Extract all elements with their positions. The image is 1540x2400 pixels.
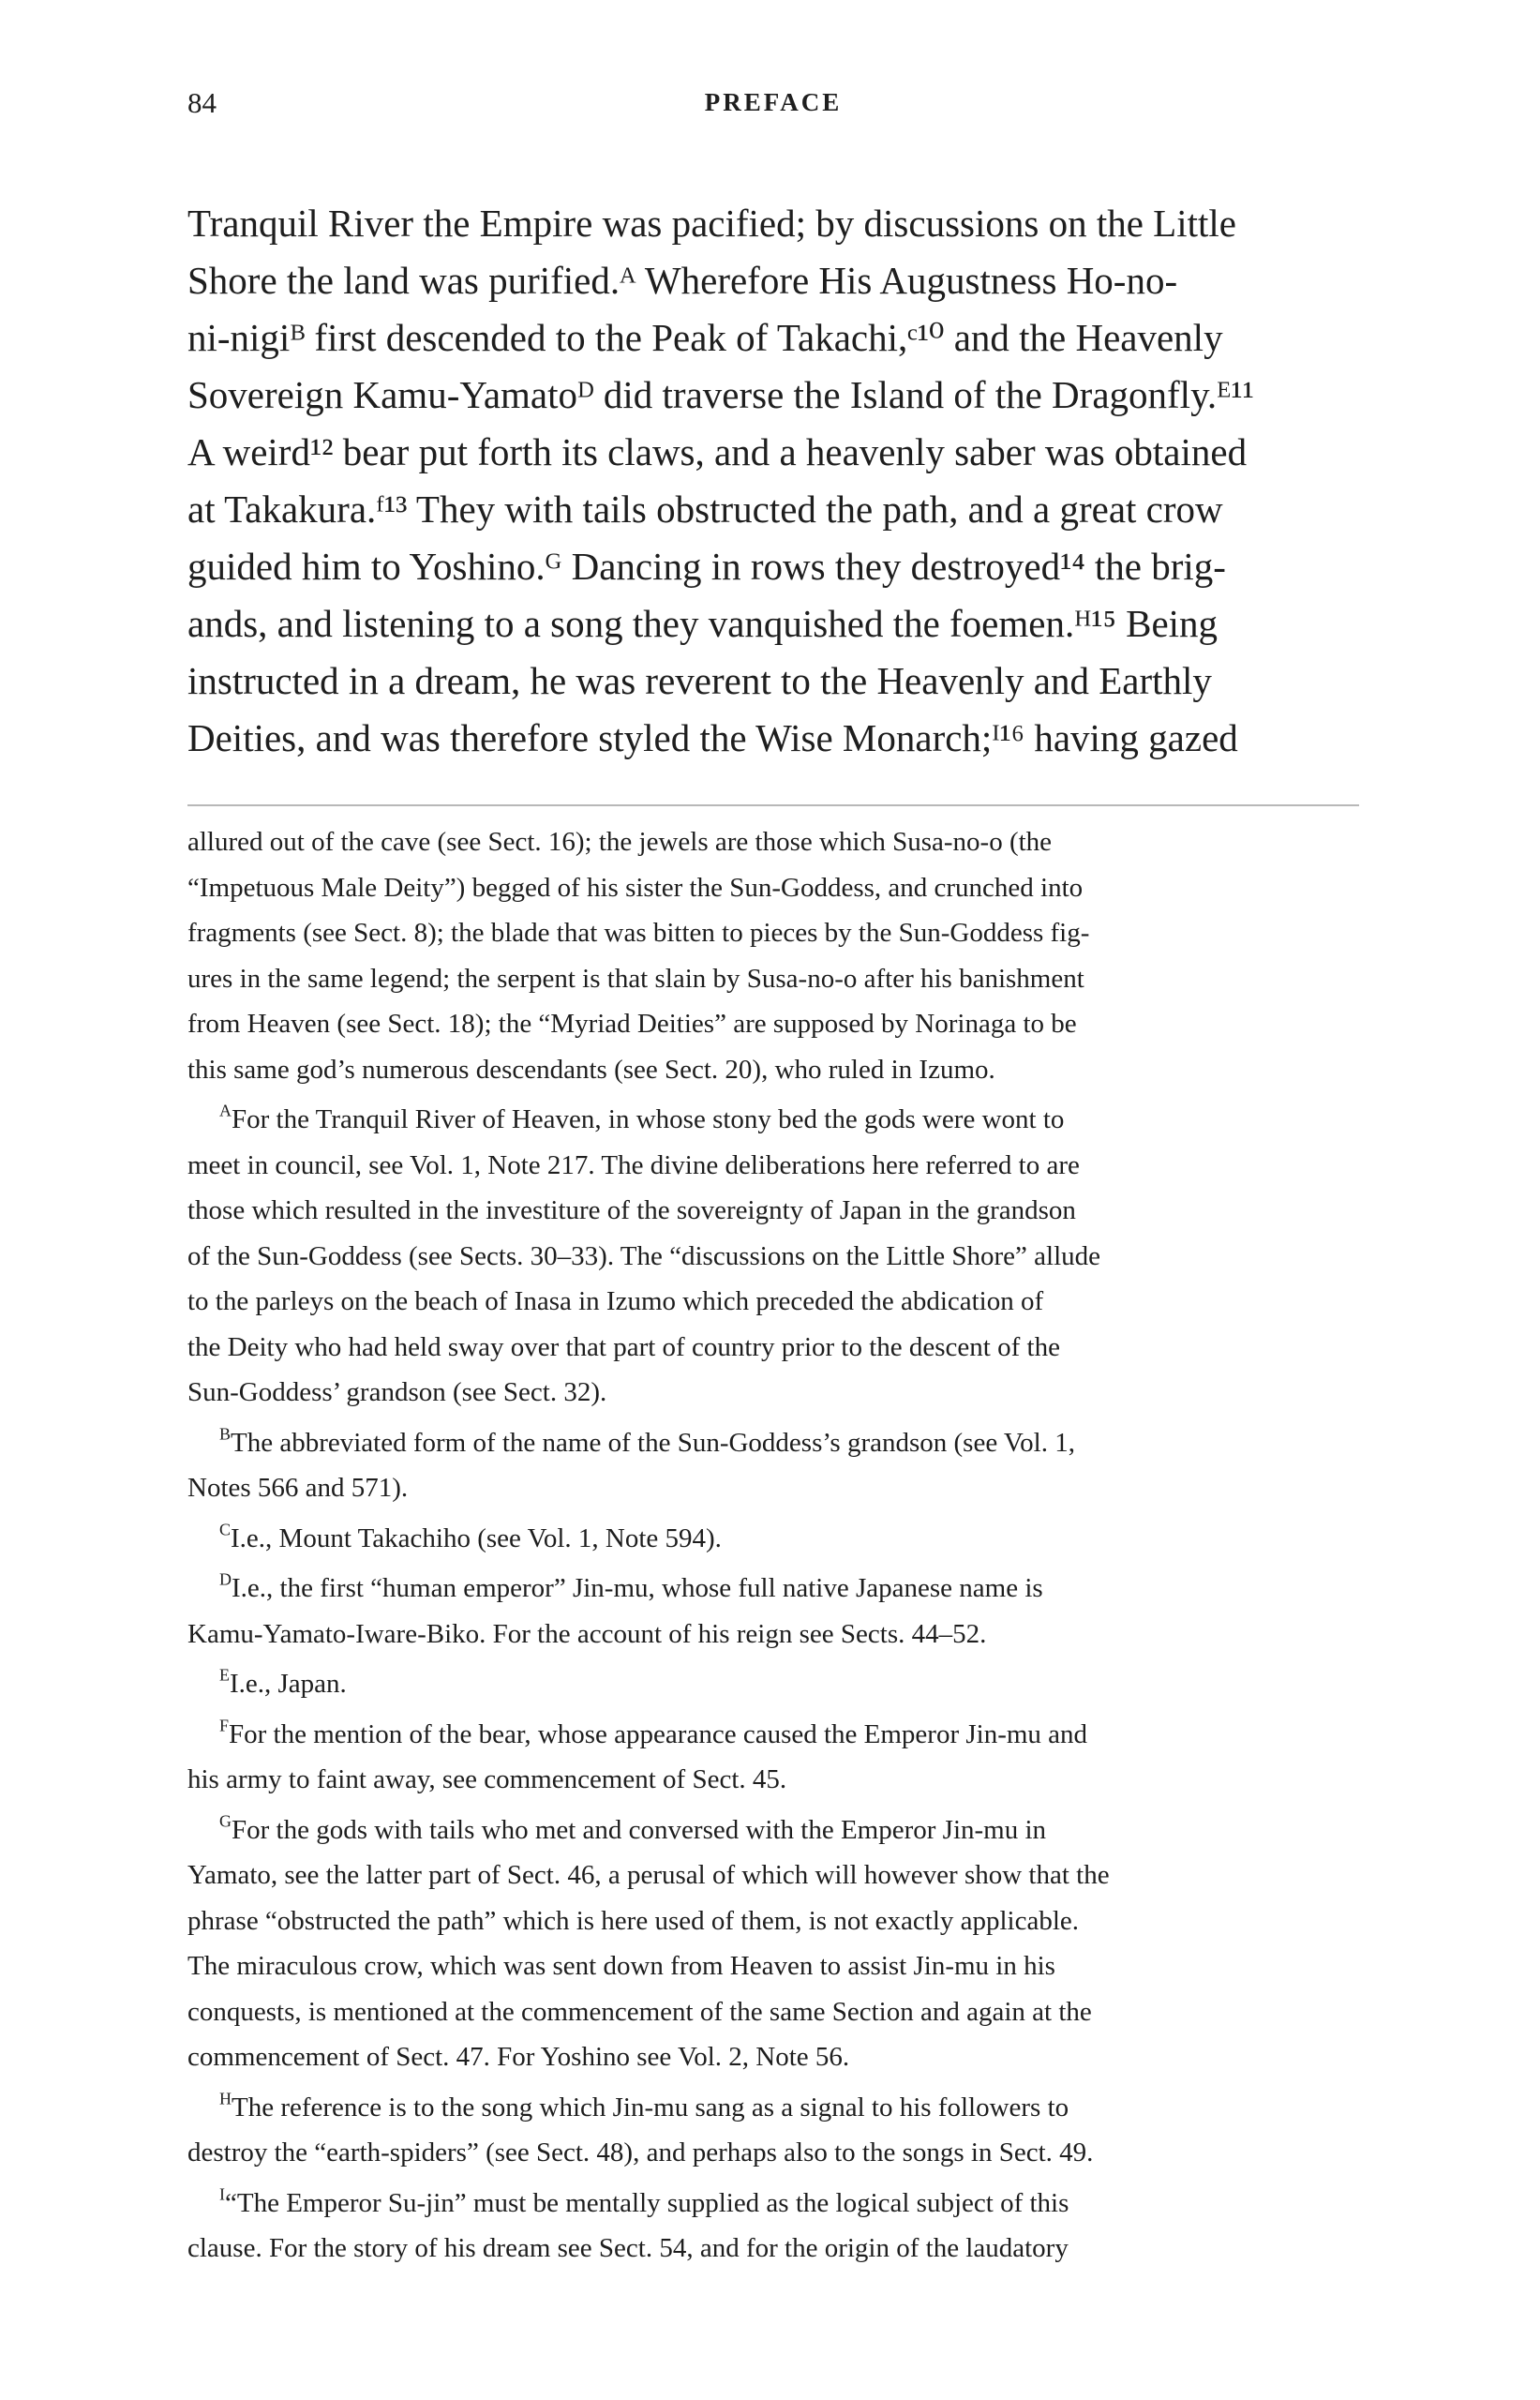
footnote-text: of the Sun-Goddess (see Sects. 30–33). The “discussions on the Little Shore” allude — [187, 1240, 1101, 1271]
main-paragraph — [187, 195, 1359, 767]
footnote-line — [187, 1370, 1359, 1416]
main-line: Shore the land was purified.ᴬ Wherefore His Augustness Ho-no- — [187, 259, 1178, 302]
footnote-text: from Heaven (see Sect. 18); the “Myriad Deities” are supposed by Norinaga to be — [187, 1009, 1077, 1039]
footnote-line — [187, 2085, 1359, 2131]
footnote-text: phrase “obstructed the path” which is here used of them, is not exactly applicable. — [187, 1905, 1080, 1936]
footnote-line — [187, 1465, 1359, 1511]
footnote-line — [187, 1047, 1359, 1093]
footnote-g — [187, 1808, 1359, 2080]
main-line: instructed in a dream, he was reverent to the Heavenly and Earthly — [187, 659, 1212, 702]
footnote-line — [187, 2130, 1359, 2176]
footnote-text: The abbreviated form of the name of the Sun-Goddess’s grandson (see Vol. 1, — [231, 1427, 1075, 1458]
footnote-text: the Deity who had held sway over that part of country prior to the descent of the — [187, 1331, 1060, 1362]
footnote-text: fragments (see Sect. 8); the blade that was bitten to pieces by the Sun-Goddess fig- — [187, 918, 1090, 948]
footnote-line — [187, 2226, 1359, 2272]
main-line: A weird¹² bear put forth its claws, and a heavenly saber was obtained — [187, 430, 1248, 473]
footnote-marker: D — [219, 1569, 232, 1589]
footnote-text: Yamato, see the latter part of Sect. 46, a perusal of which will however show that the — [187, 1860, 1110, 1890]
footnote-text: to the parleys on the beach of Inasa in Izumo which preceded the abdication of — [187, 1286, 1044, 1316]
main-line: guided him to Yoshino.ᴳ Dancing in rows they destroyed¹⁴ the brig- — [187, 545, 1226, 588]
footnote-line — [187, 1234, 1359, 1280]
footnote-text: Kamu-Yamato-Iware-Biko. For the account of his reign see Sects. 44–52. — [187, 1618, 987, 1649]
footnote-marker: F — [219, 1715, 229, 1734]
footnote-text: conquests, is mentioned at the commencement of the same Section and again at the — [187, 1996, 1092, 2027]
footnote-e — [187, 1661, 1359, 1707]
footnote-marker: G — [219, 1810, 232, 1830]
footnote-line — [187, 1757, 1359, 1803]
footnote-line — [187, 1566, 1359, 1612]
footnote-text: For the gods with tails who met and conversed with the Emperor Jin-mu in — [231, 1814, 1047, 1845]
footnote-marker: E — [219, 1665, 230, 1685]
footnote-line — [187, 1097, 1359, 1143]
footnote-line — [187, 1712, 1359, 1758]
footnote-continued — [187, 819, 1359, 1092]
main-line: Tranquil River the Empire was pacified; by discussions on the Little — [187, 202, 1236, 245]
footnote-text: The reference is to the song which Jin-mu sang as a signal to his followers to — [231, 2092, 1069, 2122]
footnotes — [187, 819, 1359, 2276]
footnote-text: “Impetuous Male Deity”) begged of his sister the Sun-Goddess, and crunched into — [187, 872, 1084, 903]
footnote-line — [187, 1989, 1359, 2035]
footnote-text: meet in council, see Vol. 1, Note 217. The divine deliberations here referred to are — [187, 1149, 1080, 1180]
footnote-line — [187, 1516, 1359, 1562]
footnote-marker: I — [219, 2183, 225, 2203]
footnote-text: I.e., Mount Takachiho (see Vol. 1, Note 594). — [231, 1522, 722, 1553]
running-title: PREFACE — [704, 88, 843, 116]
main-line: ni-nigiᴮ first descended to the Peak of Takachi,ᶜ¹⁰ and the Heavenly — [187, 316, 1223, 359]
running-head — [187, 86, 1359, 124]
footnote-line — [187, 1420, 1359, 1466]
footnote-marker: H — [219, 2088, 232, 2108]
footnote-line — [187, 1143, 1359, 1189]
footnote-marker: C — [219, 1519, 231, 1538]
footnote-line — [187, 1852, 1359, 1898]
page-number: 84 — [187, 86, 217, 119]
footnote-text: Sun-Goddess’ grandson (see Sect. 32). — [187, 1377, 607, 1407]
footnote-text: those which resulted in the investiture of the sovereignty of Japan in the grandson — [187, 1195, 1076, 1225]
footnote-line — [187, 865, 1359, 911]
footnote-line — [187, 1279, 1359, 1325]
footnote-text: For the Tranquil River of Heaven, in whose stony bed the gods were wont to — [231, 1104, 1065, 1134]
main-line: at Takakura.ᶠ¹³ They with tails obstructed the path, and a great crow — [187, 488, 1223, 531]
footnote-line — [187, 956, 1359, 1002]
footnote-line — [187, 1188, 1359, 1234]
footnote-text: destroy the “earth-spiders” (see Sect. 48), and perhaps also to the songs in Sect. 49. — [187, 2138, 1094, 2168]
footnote-a — [187, 1097, 1359, 1416]
footnote-marker: B — [219, 1423, 231, 1443]
footnote-line — [187, 1612, 1359, 1658]
footnote-text: “The Emperor Su-jin” must be mentally supplied as the logical subject of this — [224, 2187, 1069, 2218]
footnote-line — [187, 1001, 1359, 1047]
footnote-line — [187, 2181, 1359, 2227]
footnote-divider — [187, 804, 1359, 806]
main-line: ands, and listening to a song they vanquished the foemen.ᴴ¹⁵ Being — [187, 602, 1219, 645]
footnote-text: ures in the same legend; the serpent is that slain by Susa-no-o after his banishment — [187, 963, 1084, 994]
footnote-text: I.e., the first “human emperor” Jin-mu, whose full native Japanese name is — [231, 1573, 1043, 1603]
footnote-line — [187, 1943, 1359, 1989]
main-line: Deities, and was therefore styled the Wise Monarch;ᴵ¹⁶ having gazed — [187, 716, 1238, 759]
footnote-text: commencement of Sect. 47. For Yoshino see Vol. 2, Note 56. — [187, 2042, 850, 2072]
footnote-line — [187, 2034, 1359, 2080]
footnote-line — [187, 1808, 1359, 1853]
footnote-line — [187, 1325, 1359, 1371]
footnote-i — [187, 2181, 1359, 2272]
footnote-line — [187, 1898, 1359, 1944]
footnote-text: this same god’s numerous descendants (see Sect. 20), who ruled in Izumo. — [187, 1054, 995, 1085]
main-text — [187, 195, 1359, 767]
footnote-line — [187, 819, 1359, 865]
footnote-f — [187, 1712, 1359, 1803]
footnote-text: For the mention of the bear, whose appearance caused the Emperor Jin-mu and — [229, 1718, 1088, 1749]
footnote-h — [187, 2085, 1359, 2176]
footnote-line — [187, 910, 1359, 956]
footnote-line — [187, 1661, 1359, 1707]
footnote-marker: A — [219, 1101, 232, 1120]
footnote-d — [187, 1566, 1359, 1657]
footnote-c — [187, 1516, 1359, 1562]
footnote-text: allured out of the cave (see Sect. 16); the jewels are those which Susa-no-o (the — [187, 827, 1053, 857]
footnote-text: The miraculous crow, which was sent down from Heaven to assist Jin-mu in his — [187, 1951, 1055, 1981]
footnote-text: Notes 566 and 571). — [187, 1473, 409, 1503]
footnote-text: I.e., Japan. — [229, 1669, 347, 1699]
main-line: Sovereign Kamu-Yamatoᴰ did traverse the Island of the Dragonfly.ᴱ¹¹ — [187, 373, 1254, 416]
footnote-text: his army to faint away, see commencement of Sect. 45. — [187, 1764, 787, 1794]
footnote-text: clause. For the story of his dream see Sect. 54, and for the origin of the laudatory — [187, 2233, 1069, 2263]
footnote-b — [187, 1420, 1359, 1511]
